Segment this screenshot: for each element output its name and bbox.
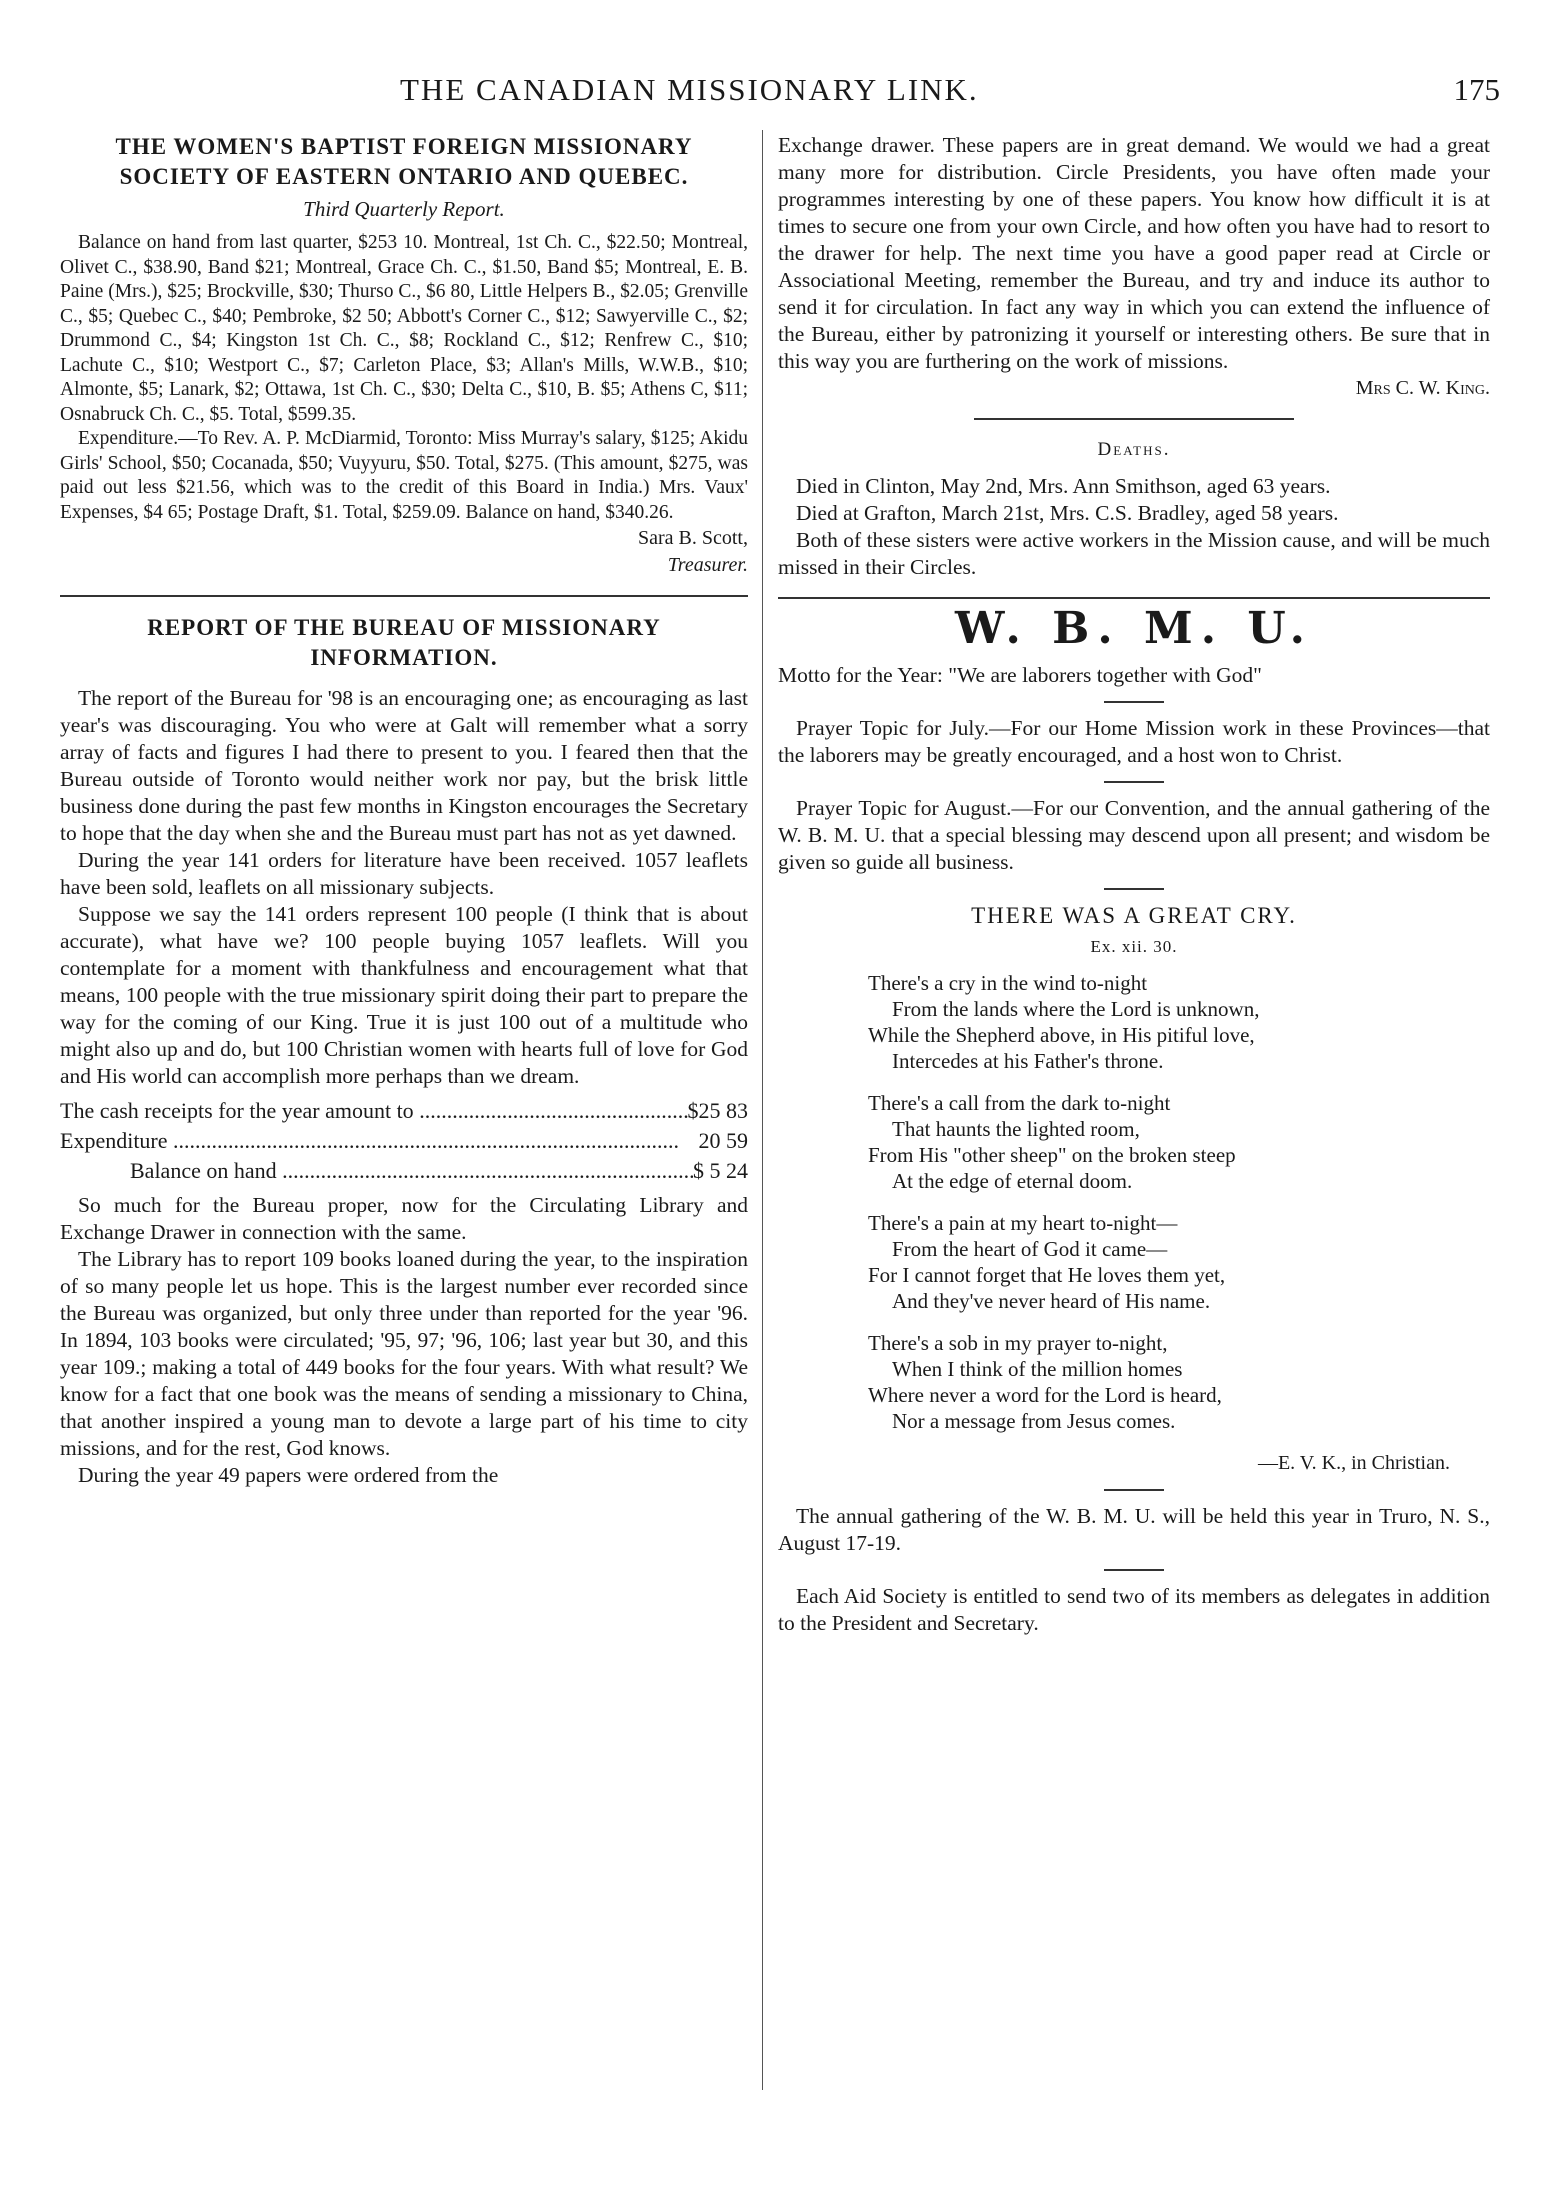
- poem-line: And they've never heard of His name.: [892, 1289, 1211, 1313]
- bureau-report-title: REPORT OF THE BUREAU OF MISSIONARY INFORMATION.: [147, 615, 661, 670]
- bureau-paragraph-1: The report of the Bureau for '98 is an encouraging one; as encouraging as last year's was discouraging. You who were at Galt will remember what a sorry array of facts and figures I had there to present to you. I feared then that the Bureau outside of Toronto would neither work nor pay, but the brisk little business done during the past few months in Kingston encourages the Secretary to hope that the day when she and the Bureau must part has not as yet dawned.: [60, 686, 748, 845]
- short-rule: [1104, 781, 1164, 783]
- section-rule: [60, 595, 748, 597]
- bureau-paragraph-6: During the year 49 papers were ordered from the: [78, 1463, 499, 1487]
- expenditure-paragraph: Expenditure.—To Rev. A. P. McDiarmid, Toronto: Miss Murray's salary, $125; Akidu Girls' School, $50; Cocanada, $50; Vuyyuru, $50. Total, $275. (This amount, $275, was paid out less $21.56, which was to the credit of this Board in India.) Mrs. Vaux' Expenses, $4 65; Postage Draft, $1. Total, $259.09. Balance on hand, $340.26.: [60, 428, 748, 523]
- deaths-heading: Deaths.: [1097, 439, 1171, 460]
- column-divider: [762, 130, 763, 2090]
- prayer-topic-july: Prayer Topic for July.—For our Home Mission work in these Provinces—that the laborers may be greatly encouraged, and a host won to Christ.: [778, 716, 1490, 767]
- balance-paragraph: Balance on hand from last quarter, $253 10. Montreal, 1st Ch. C., $22.50; Montreal, Olivet C., $38.90, Band $21; Montreal, Grace Ch. C., $1.50, Band $5; Montreal, E. B. Paine (Mrs.), $25; Brockville, $30; Thurso C., $6 80, Little Helpers B., $2.05; Grenville C., $5; Quebec C., $40; Pembroke, $2 50; Abbott's Corner C., $12; Sawyerville C., $2; Drummond C., $4; Kingston 1st Ch. C., $8; Rockland C., $12; Renfrew C., $10; Lachute C., $10; Westport C., $7; Carleton Place, $3; Allan's Mills, W.W.B., $10; Almonte, $5; Lanark, $2; Ottawa, 1st Ch. C., $30; Delta C., $10, B. $5; Athens C, $11; Osnabruck Ch. C., $5. Total, $599.35.: [60, 232, 748, 425]
- poem-stanza-1: [868, 970, 1490, 1074]
- expenditure-row: [60, 1126, 748, 1156]
- running-header: [60, 72, 1500, 116]
- short-rule: [1104, 701, 1164, 703]
- bureau-paragraph-5: The Library has to report 109 books loaned during the year, to the inspiration of so many people let us hope. This is the largest number ever recorded since the Bureau was organized, but only three under than reported for the year '96. In 1894, 103 books were circulated; '95, 97; '96, 106; last year but 30, and this year 109.; making a total of 449 books for the four years. With what result? We know for a fact that one book was the means of sending a missionary to China, that another inspired a young man to devote a large part of his time to city missions, and for the rest, God knows.: [60, 1247, 748, 1460]
- motto: Motto for the Year: "We are laborers together with God": [778, 663, 1262, 687]
- poem-line: There's a pain at my heart to-night—: [868, 1211, 1178, 1235]
- report-signature: Mrs C. W. King.: [1355, 377, 1490, 399]
- expenditure-label: Expenditure .....: [60, 1126, 699, 1156]
- poem-stanza-4: [868, 1330, 1490, 1434]
- annual-gathering-notice: The annual gathering of the W. B. M. U. will be held this year in Truro, N. S., August 17-19.: [778, 1504, 1490, 1555]
- poem-title: THERE WAS A GREAT CRY.: [971, 903, 1297, 928]
- left-column: [60, 132, 748, 1489]
- section-rule: [778, 597, 1490, 599]
- poem-line: That haunts the lighted room,: [892, 1117, 1140, 1141]
- treasurer-name: Sara B. Scott,: [638, 527, 748, 549]
- balance-row: [60, 1156, 748, 1186]
- poem-line: While the Shepherd above, in His pitiful love,: [868, 1023, 1255, 1047]
- receipts-value: $25 83: [687, 1098, 748, 1123]
- poem-line: There's a sob in my prayer to-night,: [868, 1331, 1168, 1355]
- short-rule: [1104, 1489, 1164, 1491]
- poem-line: For I cannot forget that He loves them yet,: [868, 1263, 1226, 1287]
- aid-society-notice: Each Aid Society is entitled to send two of its members as delegates in addition to the President and Secretary.: [778, 1584, 1490, 1635]
- poem-line: At the edge of eternal doom.: [892, 1169, 1133, 1193]
- poem-stanza-2: [868, 1090, 1490, 1194]
- bureau-accounts: [60, 1096, 748, 1186]
- poem-line: Intercedes at his Father's throne.: [892, 1049, 1164, 1073]
- poem-line: From the heart of God it came—: [892, 1237, 1168, 1261]
- poem-line: Where never a word for the Lord is heard,: [868, 1383, 1222, 1407]
- poem-scripture-reference: Ex. xii. 30.: [1090, 937, 1178, 956]
- publication-title: THE CANADIAN MISSIONARY LINK.: [400, 72, 979, 107]
- bureau-paragraph-3: Suppose we say the 141 orders represent 100 people (I think that is about accurate), what have we? 100 people buying 1057 leaflets. Will you contemplate for a moment with thankfulness and encouragement what that means, 100 people with the true missionary spirit doing their part to prepare the way for the coming of our King. True it is just 100 out of a multitude who might also up and do, but 100 Christian women with hearts full of love for God and His world can accomplish more perhaps than we dream.: [60, 902, 748, 1088]
- poem-line: There's a call from the dark to-night: [868, 1091, 1171, 1115]
- death-notice-2: Died at Grafton, March 21st, Mrs. C.S. Bradley, aged 58 years.: [796, 501, 1339, 525]
- bureau-paragraph-2: During the year 141 orders for literature have been received. 1057 leaflets have been sold, leaflets on all missionary subjects.: [60, 848, 748, 899]
- poem-line: When I think of the million homes: [892, 1357, 1183, 1381]
- page-number: 175: [1453, 72, 1500, 107]
- poem-line: From His "other sheep" on the broken steep: [868, 1143, 1236, 1167]
- right-column: [778, 132, 1490, 1637]
- receipts-label: The cash receipts for the year amount to .....: [60, 1096, 688, 1126]
- society-report-title: THE WOMEN'S BAPTIST FOREIGN MISSIONARY SOCIETY OF EASTERN ONTARIO AND QUEBEC.: [115, 134, 693, 189]
- bureau-paragraph-4: So much for the Bureau proper, now for the Circulating Library and Exchange Drawer in connection with the same.: [60, 1193, 748, 1244]
- poem-stanza-3: [868, 1210, 1490, 1314]
- poem-line: From the lands where the Lord is unknown,: [892, 997, 1260, 1021]
- balance-label: Balance on hand .....: [130, 1156, 693, 1186]
- death-note: Both of these sisters were active workers in the Mission cause, and will be much missed in their Circles.: [778, 528, 1490, 579]
- poem-line: Nor a message from Jesus comes.: [892, 1409, 1176, 1433]
- section-rule: [974, 418, 1294, 420]
- bureau-continuation: Exchange drawer. These papers are in great demand. We would we had a great many more for distribution. Circle Presidents, you have often made your programmes interesting by one of these papers. You know how difficult it is at times to secure one from your own Circle, and how often you have had to resort to the drawer for help. The next time you have a good paper read at Circle or Associational Meeting, remember the Bureau, and try and induce its author to send it for circulation. In fact any way in which you can extend the influence of the Bureau, either by patronizing it yourself or interesting others. Be sure that in this way you are furthering on the work of missions.: [778, 133, 1490, 373]
- poem-credit: —E. V. K., in Christian.: [1257, 1452, 1450, 1474]
- poem-line: There's a cry in the wind to-night: [868, 971, 1148, 995]
- report-subtitle: Third Quarterly Report.: [303, 197, 505, 221]
- short-rule: [1104, 1569, 1164, 1571]
- expenditure-value: 20 59: [698, 1128, 748, 1153]
- receipts-row: [60, 1096, 748, 1126]
- treasurer-title: Treasurer.: [667, 554, 748, 576]
- balance-value: $ 5 24: [693, 1158, 748, 1183]
- wbmu-masthead: W. B. M. U.: [954, 603, 1313, 654]
- prayer-topic-august: Prayer Topic for August.—For our Convention, and the annual gathering of the W. B. M. U. that a special blessing may descend upon all present; and wisdom be given so guide all business.: [778, 796, 1490, 874]
- death-notice-1: Died in Clinton, May 2nd, Mrs. Ann Smithson, aged 63 years.: [796, 474, 1331, 498]
- short-rule: [1104, 888, 1164, 890]
